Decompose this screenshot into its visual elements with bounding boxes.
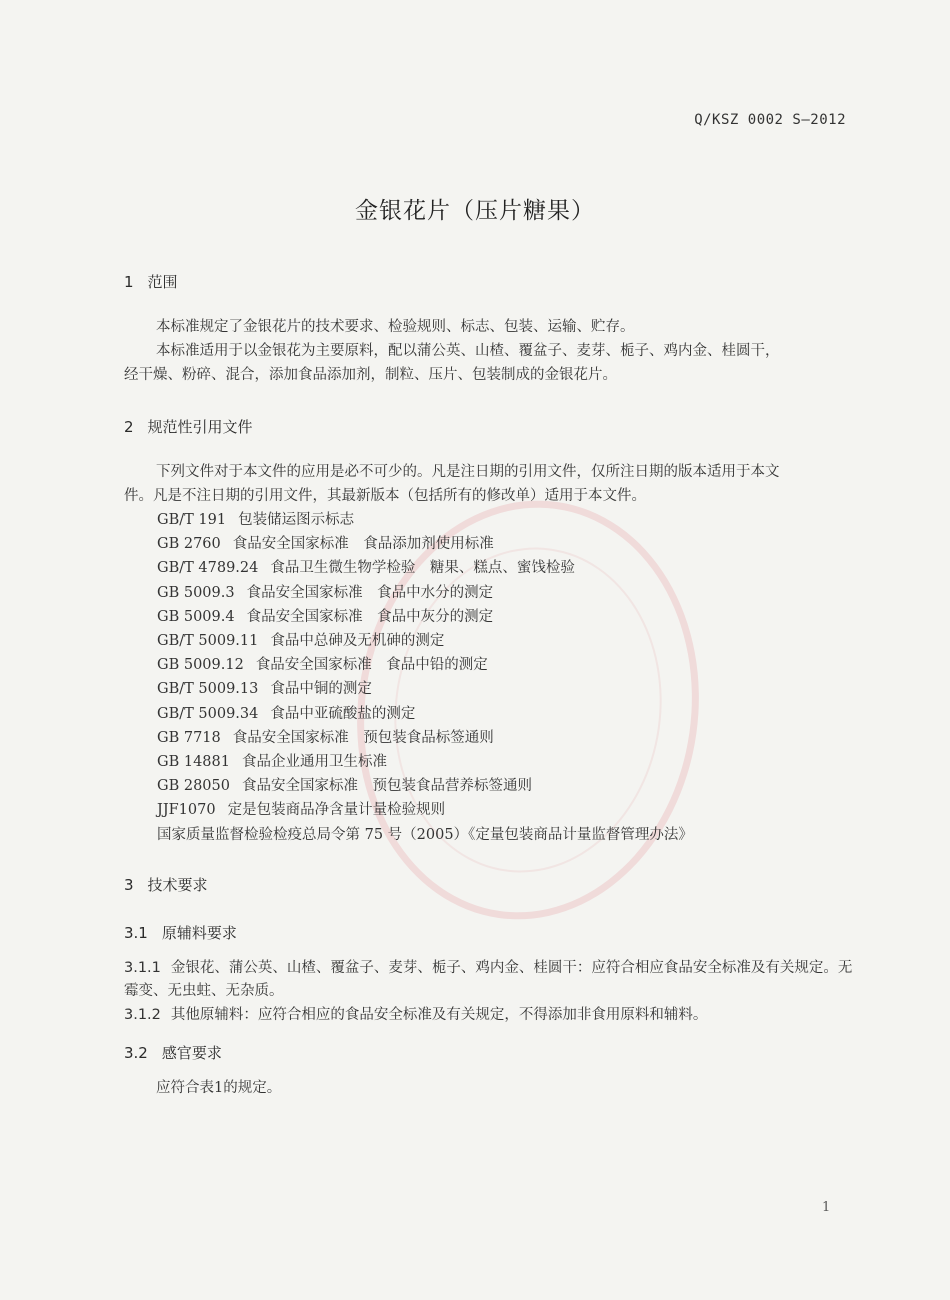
reference-item <box>157 823 817 847</box>
reference-code: JJF1070 <box>157 802 216 819</box>
subsection-title: 感官要求 <box>161 1044 222 1062</box>
section-1-heading <box>124 271 178 292</box>
section-1-para-1 <box>124 315 848 339</box>
reference-title: 食品企业通用卫生标准 <box>241 754 387 771</box>
subsection-number: 3.1 <box>124 924 148 942</box>
clause-3-1-1 <box>124 957 854 1003</box>
reference-code: GB/T 4789.24 <box>157 560 259 577</box>
section-number: 2 <box>124 418 134 436</box>
subsection-3-1-heading <box>124 922 237 943</box>
reference-item <box>157 532 817 556</box>
section-1-para-2 <box>124 339 848 387</box>
reference-item <box>157 798 817 822</box>
reference-code: GB/T 191 <box>157 512 227 528</box>
reference-title: 食品安全国家标准 食品添加剂使用标准 <box>232 536 494 553</box>
clause-number: 3.1.1 <box>124 960 161 976</box>
reference-title: 食品中总砷及无机砷的测定 <box>270 633 445 650</box>
document-title: 金银花片（压片糖果） <box>355 198 595 224</box>
paragraph-line: 下列文件对于本文件的应用是必不可少的。凡是注日期的引用文件，仅所注日期的版本适用于本文 <box>156 464 780 480</box>
reference-code: GB 5009.4 <box>157 608 235 625</box>
reference-item <box>157 726 817 750</box>
section-title: 范围 <box>147 273 178 291</box>
reference-code: GB 14881 <box>157 754 230 771</box>
section-title: 技术要求 <box>147 876 208 894</box>
reference-code: GB 2760 <box>157 536 221 553</box>
reference-code: GB/T 5009.13 <box>157 681 259 698</box>
reference-item <box>157 556 817 580</box>
reference-item <box>157 702 817 726</box>
clause-text: 金银花、蒲公英、山楂、覆盆子、麦芽、栀子、鸡内金、桂圆干：应符合相应食品安全标准及有关规定。无霉变、无虫蛀、无杂质。 <box>124 960 853 999</box>
reference-title: 食品安全国家标准 食品中铅的测定 <box>255 657 488 674</box>
subsection-3-2-text <box>124 1076 848 1100</box>
paragraph-line: 本标准规定了金银花片的技术要求、检验规则、标志、包装、运输、贮存。 <box>156 319 635 335</box>
reference-item <box>157 629 817 653</box>
paragraph-line: 本标准适用于以金银花为主要原料，配以蒲公英、山楂、覆盆子、麦芽、栀子、鸡内金、桂圆干， <box>156 343 780 359</box>
reference-code: GB 5009.12 <box>157 657 244 674</box>
clause-text: 其他原辅料：应符合相应的食品安全标准及有关规定，不得添加非食用原料和辅料。 <box>170 1007 708 1023</box>
reference-title: 食品安全国家标准 食品中灰分的测定 <box>246 608 494 625</box>
reference-item <box>157 677 817 701</box>
reference-code: GB 28050 <box>157 778 230 795</box>
reference-list <box>157 508 817 847</box>
subsection-title: 原辅料要求 <box>161 924 237 942</box>
reference-title: 包装储运图示标志 <box>238 512 355 528</box>
standard-code: Q/KSZ 0002 S—2012 <box>694 112 846 128</box>
reference-code: GB/T 5009.34 <box>157 705 259 722</box>
reference-item <box>157 581 817 605</box>
section-number: 1 <box>124 273 134 291</box>
reference-item <box>157 750 817 774</box>
clause-3-1-2 <box>124 1004 854 1027</box>
reference-code: GB 7718 <box>157 729 221 746</box>
section-number: 3 <box>124 876 134 894</box>
reference-item <box>157 605 817 629</box>
reference-item <box>157 653 817 677</box>
reference-title: 食品卫生微生物学检验 糖果、糕点、蜜饯检验 <box>270 560 575 577</box>
section-3-heading <box>124 874 208 895</box>
section-title: 规范性引用文件 <box>147 418 253 436</box>
paragraph-line: 经干燥、粉碎、混合，添加食品添加剂，制粒、压片、包装制成的金银花片。 <box>124 367 617 383</box>
reference-title: 国家质量监督检验检疫总局令第 75 号（2005）《定量包装商品计量监督管理办法》 <box>157 826 693 843</box>
reference-title: 食品安全国家标准 预包装食品营养标签通则 <box>241 778 532 795</box>
reference-title: 食品安全国家标准 预包装食品标签通则 <box>232 729 494 746</box>
subsection-number: 3.2 <box>124 1044 148 1062</box>
reference-title: 食品安全国家标准 食品中水分的测定 <box>246 584 494 601</box>
reference-item <box>157 508 817 532</box>
paragraph-line: 应符合表1的规定。 <box>156 1080 282 1096</box>
section-2-heading <box>124 416 253 437</box>
reference-code: GB/T 5009.11 <box>157 633 259 650</box>
subsection-3-2-heading <box>124 1042 222 1063</box>
reference-title: 食品中亚硫酸盐的测定 <box>270 705 416 722</box>
page-number: 1 <box>822 1200 831 1215</box>
reference-item <box>157 774 817 798</box>
reference-title: 定是包装商品净含量计量检验规则 <box>227 802 446 819</box>
reference-title: 食品中铜的测定 <box>270 681 372 698</box>
paragraph-line: 件。凡是不注日期的引用文件，其最新版本（包括所有的修改单）适用于本文件。 <box>124 488 646 504</box>
clause-number: 3.1.2 <box>124 1007 161 1023</box>
section-2-intro <box>124 460 848 508</box>
reference-code: GB 5009.3 <box>157 584 235 601</box>
